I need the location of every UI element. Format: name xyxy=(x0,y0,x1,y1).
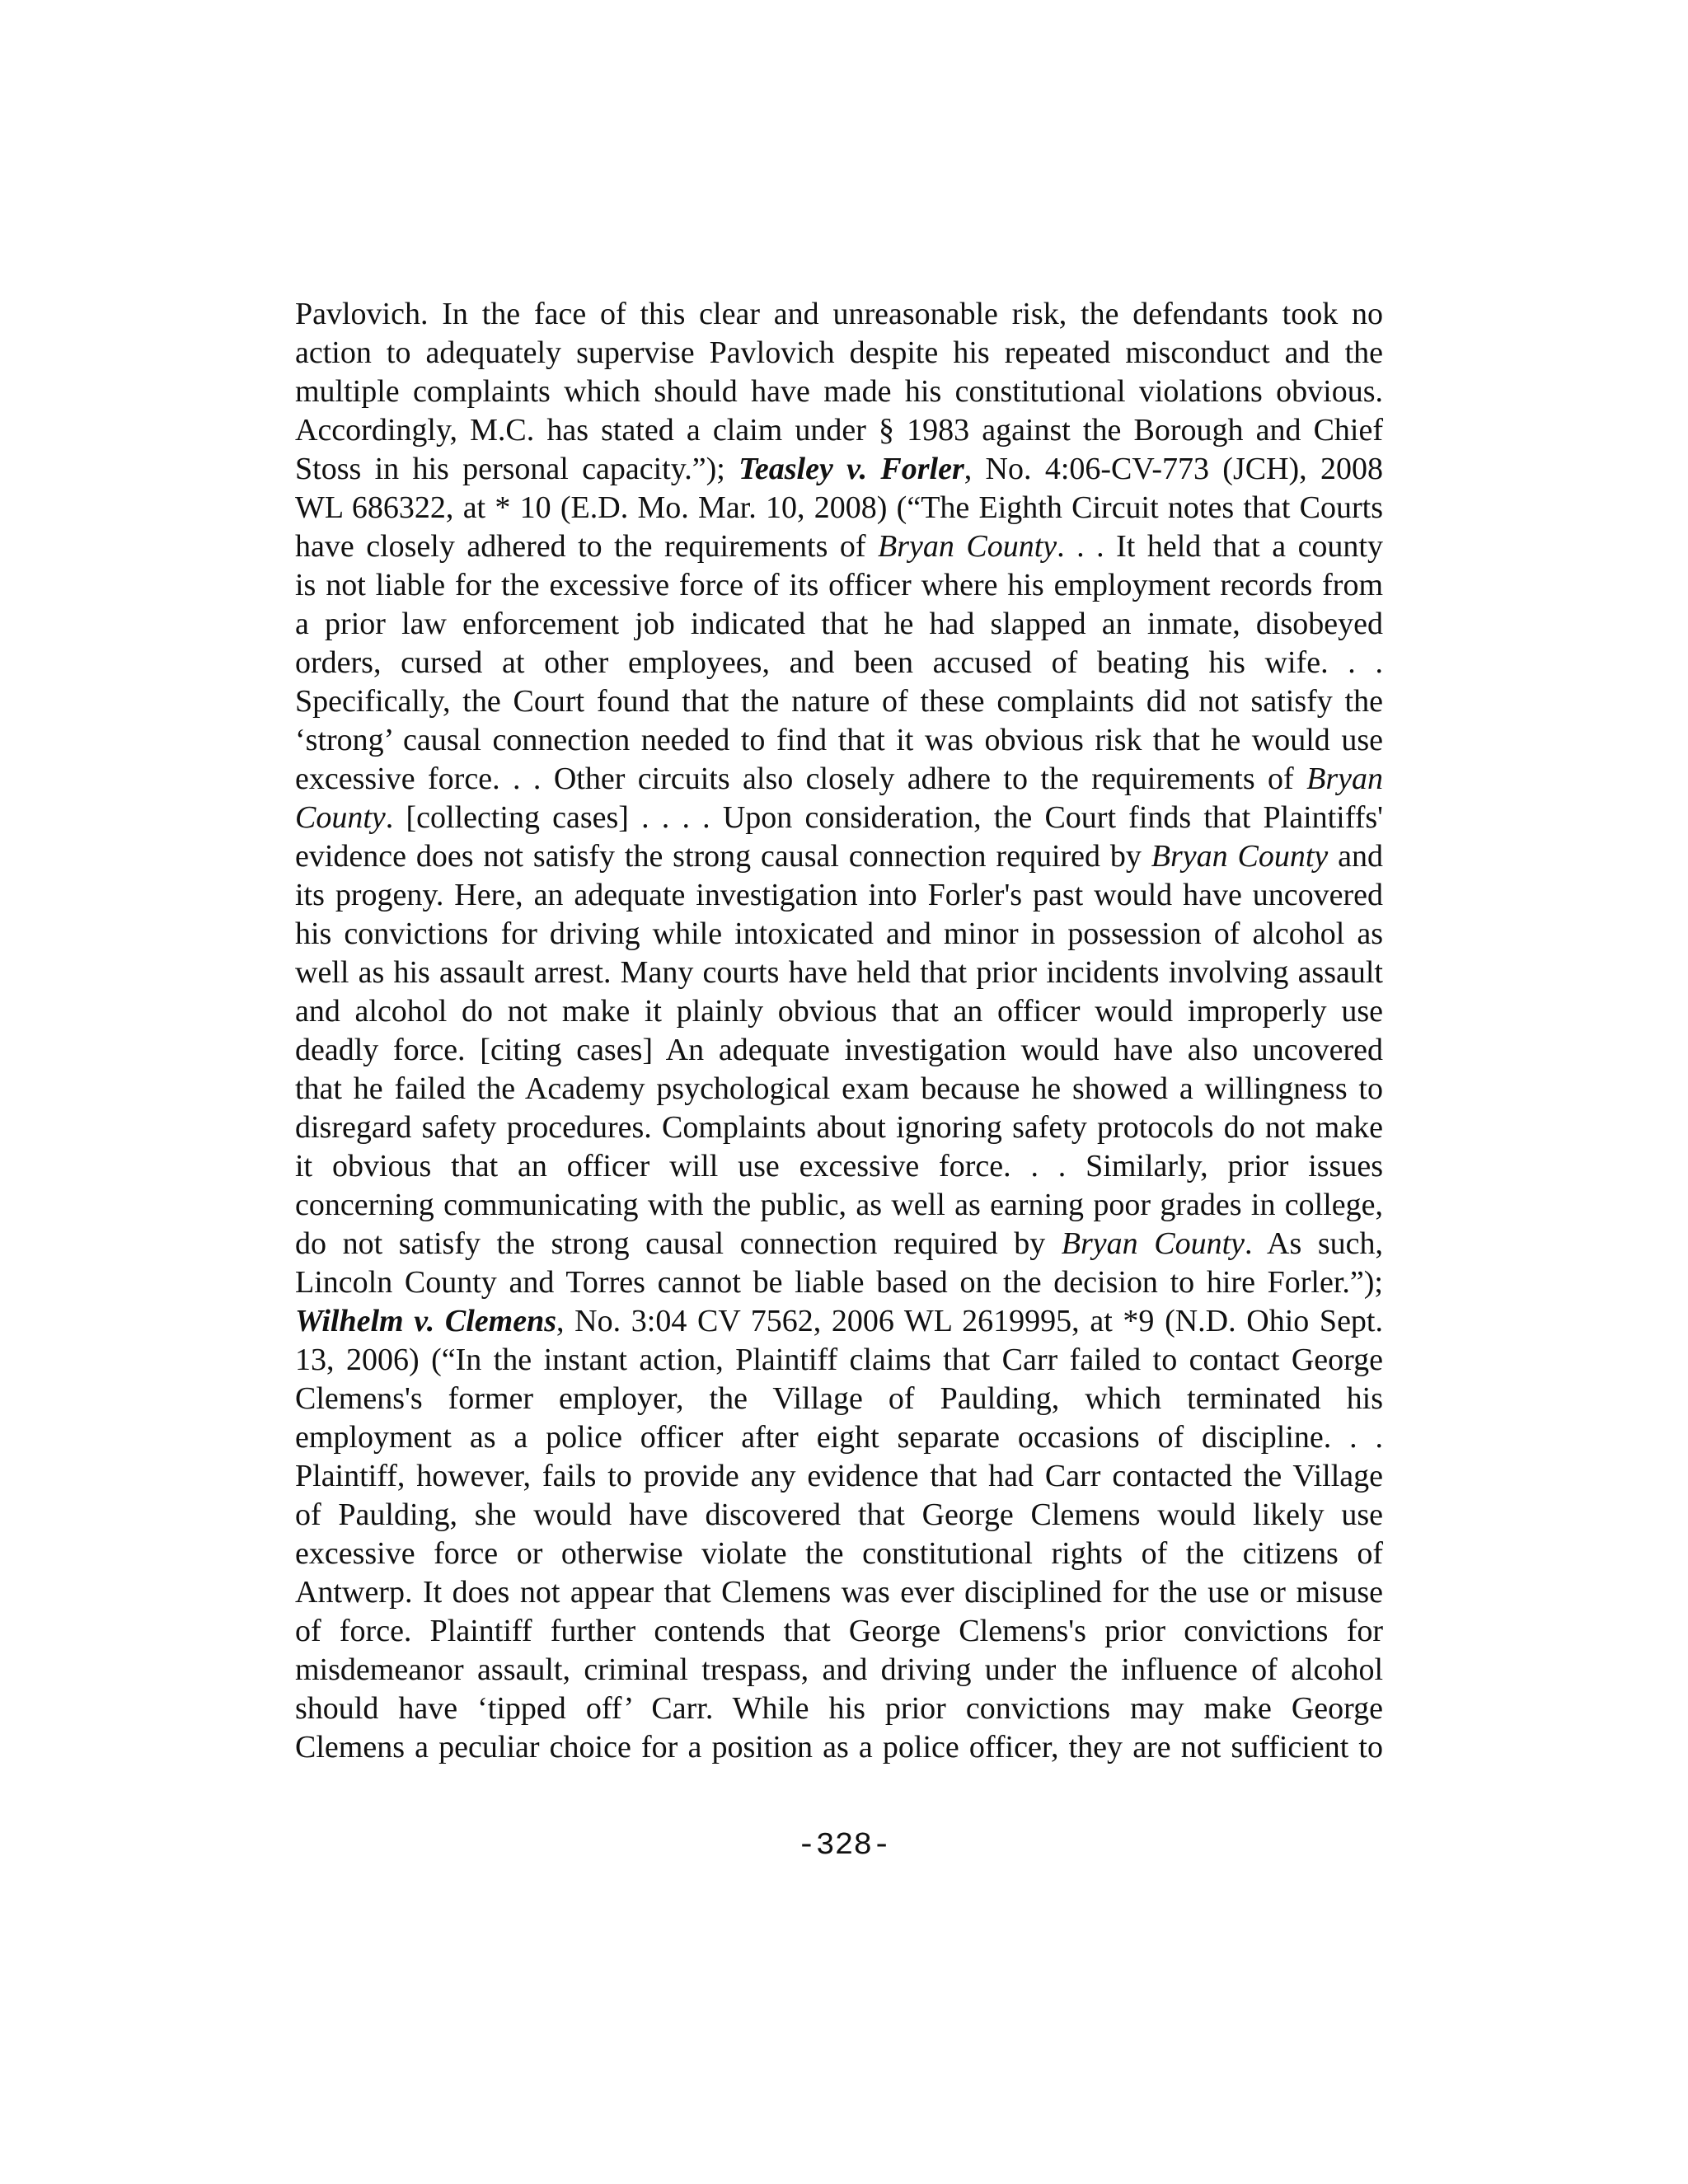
text-line xyxy=(295,1070,1383,1108)
text-segment: action to adequately supervise Pavlovich despite his repeated misconduct and the xyxy=(295,335,1383,370)
text-segment: of force. Plaintiff further contends that George Clemens's prior convictions for xyxy=(295,1614,1383,1648)
text-segment: a prior law enforcement job indicated that he had slapped an inmate, disobeyed xyxy=(295,607,1383,641)
text-line xyxy=(295,295,1383,334)
text-line xyxy=(295,1612,1383,1651)
text-line xyxy=(295,1186,1383,1225)
text-line xyxy=(295,527,1383,566)
text-line xyxy=(295,954,1383,992)
text-segment: excessive force. . . Other circuits also closely adhere to the requirements of xyxy=(295,762,1307,796)
text-segment: . [collecting cases] . . . . Upon consideration, the Court finds that Plaintiffs' xyxy=(385,800,1383,835)
text-segment: of Paulding, she would have discovered that George Clemens would likely use xyxy=(295,1497,1383,1532)
text-segment: employment as a police officer after eight separate occasions of discipline. . . xyxy=(295,1420,1383,1455)
text-segment: have closely adhered to the requirements of xyxy=(295,529,879,564)
text-line xyxy=(295,1728,1383,1767)
text-line xyxy=(295,489,1383,527)
text-line xyxy=(295,373,1383,411)
text-segment: is not liable for the excessive force of its officer where his employment records from xyxy=(295,568,1383,602)
text-segment: that he failed the Academy psychological exam because he showed a willingness to xyxy=(295,1071,1383,1106)
text-segment: do not satisfy the strong causal connection required by xyxy=(295,1226,1062,1261)
case-citation: Bryan xyxy=(1306,762,1383,796)
text-line xyxy=(295,837,1383,876)
text-segment: well as his assault arrest. Many courts have held that prior incidents involving assault xyxy=(295,955,1383,990)
case-citation: Bryan County xyxy=(878,529,1057,564)
text-segment: 13, 2006) (“In the instant action, Plaintiff claims that Carr failed to contact George xyxy=(295,1343,1383,1377)
text-segment: multiple complaints which should have made his constitutional violations obvious. xyxy=(295,374,1383,409)
text-line xyxy=(295,760,1383,799)
text-line xyxy=(295,1573,1383,1612)
text-line xyxy=(295,1535,1383,1573)
text-segment: misdemeanor assault, criminal trespass, and driving under the influence of alcohol xyxy=(295,1652,1383,1687)
text-segment: Stoss in his personal capacity.”); xyxy=(295,452,739,486)
text-line xyxy=(295,1457,1383,1496)
text-segment: . . . It held that a county xyxy=(1057,529,1383,564)
text-segment: . As such, xyxy=(1245,1226,1384,1261)
text-line xyxy=(295,1380,1383,1418)
text-line xyxy=(295,1418,1383,1457)
text-line xyxy=(295,1496,1383,1535)
text-segment: it obvious that an officer will use excessive force. . . Similarly, prior issues xyxy=(295,1149,1383,1183)
text-segment: deadly force. [citing cases] An adequate investigation would have also uncovered xyxy=(295,1033,1383,1067)
text-line xyxy=(295,1108,1383,1147)
text-line xyxy=(295,1690,1383,1728)
text-segment: his convictions for driving while intoxicated and minor in possession of alcohol as xyxy=(295,916,1383,951)
case-citation: Wilhelm v. Clemens xyxy=(295,1304,556,1338)
text-line xyxy=(295,992,1383,1031)
text-line xyxy=(295,644,1383,682)
text-line xyxy=(295,799,1383,837)
body-text xyxy=(295,295,1383,1767)
text-segment: ‘strong’ causal connection needed to find that it was obvious risk that he would use xyxy=(295,723,1383,757)
text-line xyxy=(295,721,1383,760)
text-line xyxy=(295,411,1383,450)
text-segment: orders, cursed at other employees, and been accused of beating his wife. . . xyxy=(295,645,1383,680)
text-line xyxy=(295,876,1383,915)
text-line xyxy=(295,1263,1383,1302)
text-segment: , No. 3:04 CV 7562, 2006 WL 2619995, at *9 (N.D. Ohio Sept. xyxy=(556,1304,1383,1338)
text-segment: excessive force or otherwise violate the constitutional rights of the citizens of xyxy=(295,1536,1383,1571)
text-segment: Pavlovich. In the face of this clear and unreasonable risk, the defendants took no xyxy=(295,297,1383,331)
page-number: -328- xyxy=(796,1828,892,1863)
text-segment: Accordingly, M.C. has stated a claim under § 1983 against the Borough and Chief xyxy=(295,413,1383,448)
text-segment: and xyxy=(1328,839,1383,874)
text-segment: WL 686322, at * 10 (E.D. Mo. Mar. 10, 2008) (“The Eighth Circuit notes that Courts xyxy=(295,490,1383,525)
case-citation: Teasley v. Forler xyxy=(738,452,964,486)
case-citation: County xyxy=(295,800,386,835)
text-line xyxy=(295,1651,1383,1690)
text-segment: disregard safety procedures. Complaints about ignoring safety protocols do not make xyxy=(295,1110,1383,1145)
text-line xyxy=(295,915,1383,954)
text-segment: evidence does not satisfy the strong causal connection required by xyxy=(295,839,1151,874)
text-line xyxy=(295,450,1383,489)
case-citation: Bryan County xyxy=(1061,1226,1245,1261)
text-segment: concerning communicating with the public, as well as earning poor grades in college, xyxy=(295,1188,1383,1222)
text-segment: Specifically, the Court found that the nature of these complaints did not satisfy the xyxy=(295,684,1383,719)
text-line xyxy=(295,566,1383,605)
text-segment: , No. 4:06-CV-773 (JCH), 2008 xyxy=(964,452,1383,486)
text-segment: Clemens a peculiar choice for a position as a police officer, they are not sufficient to xyxy=(295,1730,1383,1765)
text-segment: and alcohol do not make it plainly obvious that an officer would improperly use xyxy=(295,994,1383,1029)
text-line xyxy=(295,1341,1383,1380)
text-line xyxy=(295,334,1383,373)
text-segment: Lincoln County and Torres cannot be liable based on the decision to hire Forler.”); xyxy=(295,1265,1383,1300)
text-line xyxy=(295,1147,1383,1186)
text-line xyxy=(295,1302,1383,1341)
case-citation: Bryan County xyxy=(1151,839,1329,874)
text-line xyxy=(295,682,1383,721)
text-segment: Antwerp. It does not appear that Clemens was ever disciplined for the use or misuse xyxy=(295,1575,1383,1610)
text-segment: Clemens's former employer, the Village of Paulding, which terminated his xyxy=(295,1381,1383,1416)
text-segment: its progeny. Here, an adequate investigation into Forler's past would have uncovered xyxy=(295,878,1383,912)
text-line xyxy=(295,1031,1383,1070)
text-line xyxy=(295,605,1383,644)
text-segment: Plaintiff, however, fails to provide any evidence that had Carr contacted the Village xyxy=(295,1459,1383,1493)
text-segment: should have ‘tipped off’ Carr. While his prior convictions may make George xyxy=(295,1691,1383,1726)
text-line xyxy=(295,1225,1383,1263)
